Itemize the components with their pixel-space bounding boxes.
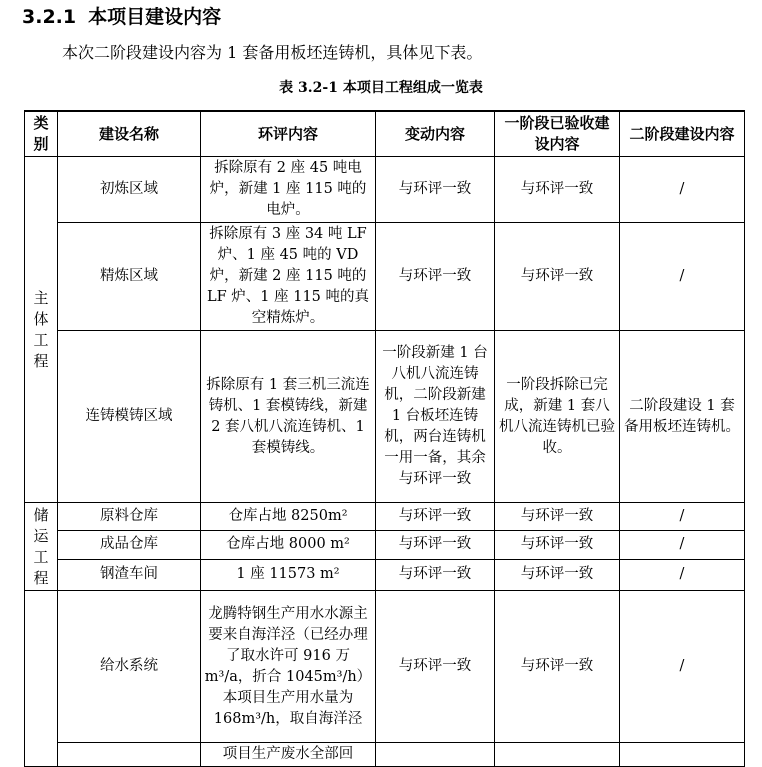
project-composition-table xyxy=(24,110,745,767)
category-main-text: 主体工程 xyxy=(33,288,49,370)
category-main xyxy=(25,157,58,503)
table-caption: 表 3.2-1 本项目工程组成一览表 xyxy=(279,80,483,96)
row-phase1: 与环评一致 xyxy=(495,559,620,590)
row-name: 给水系统 xyxy=(58,591,201,743)
row-phase2: / xyxy=(620,157,745,223)
row-eia: 1 座 11573 m² xyxy=(201,559,376,590)
row-phase1: 与环评一致 xyxy=(495,223,620,331)
row-phase2 xyxy=(620,743,745,767)
header-category: 类别 xyxy=(25,111,58,157)
row-name: 精炼区域 xyxy=(58,223,201,331)
table-row xyxy=(25,559,745,590)
row-phase2: 二阶段建设 1 套备用板坯连铸机。 xyxy=(620,331,745,503)
header-eia: 环评内容 xyxy=(201,111,376,157)
row-eia: 仓库占地 8250m² xyxy=(201,503,376,531)
row-phase2: / xyxy=(620,530,745,559)
row-phase1: 与环评一致 xyxy=(495,157,620,223)
row-change: 一阶段新建 1 台八机八流连铸机，二阶段新建 1 台板坯连铸机，两台连铸机一用一备，其余与环评一致 xyxy=(376,331,495,503)
row-phase1 xyxy=(495,743,620,767)
row-name: 原料仓库 xyxy=(58,503,201,531)
section-heading xyxy=(22,4,221,30)
table-row xyxy=(25,743,745,767)
row-phase1: 与环评一致 xyxy=(495,530,620,559)
header-change: 变动内容 xyxy=(376,111,495,157)
row-change: 与环评一致 xyxy=(376,503,495,531)
category-storage-text: 储运工程 xyxy=(33,506,49,587)
table-row xyxy=(25,223,745,331)
row-eia: 拆除原有 2 座 45 吨电炉，新建 1 座 115 吨的电炉。 xyxy=(201,157,376,223)
row-change: 与环评一致 xyxy=(376,530,495,559)
category-storage xyxy=(25,503,58,591)
row-phase2: / xyxy=(620,223,745,331)
row-change: 与环评一致 xyxy=(376,559,495,590)
row-eia: 龙腾特钢生产用水水源主要来自海洋泾（已经办理了取水许可 916 万 m³/a，折合 1045m³/h）本项目生产用水量为 168m³/h，取自海洋泾 xyxy=(201,591,376,743)
row-change: 与环评一致 xyxy=(376,223,495,331)
table-row xyxy=(25,591,745,743)
row-name: 连铸模铸区域 xyxy=(58,331,201,503)
row-eia: 项目生产废水全部回 xyxy=(201,743,376,767)
row-name: 成品仓库 xyxy=(58,530,201,559)
header-phase1: 一阶段已验收建设内容 xyxy=(495,111,620,157)
row-phase2: / xyxy=(620,503,745,531)
row-name: 初炼区域 xyxy=(58,157,201,223)
intro-paragraph: 本次二阶段建设内容为 1 套备用板坯连铸机，具体见下表。 xyxy=(62,43,483,62)
row-phase2: / xyxy=(620,591,745,743)
row-eia: 仓库占地 8000 m² xyxy=(201,530,376,559)
section-number: 3.2.1 xyxy=(22,6,77,28)
table-row xyxy=(25,331,745,503)
table-row xyxy=(25,503,745,531)
row-phase1: 与环评一致 xyxy=(495,503,620,531)
row-eia: 拆除原有 1 套三机三流连铸机、1 套模铸线，新建 2 套八机八流连铸机、1 套模铸线。 xyxy=(201,331,376,503)
section-title: 本项目建设内容 xyxy=(88,6,222,28)
table-header-row xyxy=(25,111,745,157)
row-name: 钢渣车间 xyxy=(58,559,201,590)
header-phase2: 二阶段建设内容 xyxy=(620,111,745,157)
row-phase1: 与环评一致 xyxy=(495,591,620,743)
category-empty xyxy=(25,591,58,767)
row-phase2: / xyxy=(620,559,745,590)
table-row xyxy=(25,530,745,559)
row-phase1: 一阶段拆除已完成，新建 1 套八机八流连铸机已验收。 xyxy=(495,331,620,503)
row-name xyxy=(58,743,201,767)
row-eia: 拆除原有 3 座 34 吨 LF 炉、1 座 45 吨的 VD 炉，新建 2 座 115 吨的 LF 炉、1 座 115 吨的真空精炼炉。 xyxy=(201,223,376,331)
row-change xyxy=(376,743,495,767)
header-name: 建设名称 xyxy=(58,111,201,157)
table-row xyxy=(25,157,745,223)
row-change: 与环评一致 xyxy=(376,591,495,743)
row-change: 与环评一致 xyxy=(376,157,495,223)
